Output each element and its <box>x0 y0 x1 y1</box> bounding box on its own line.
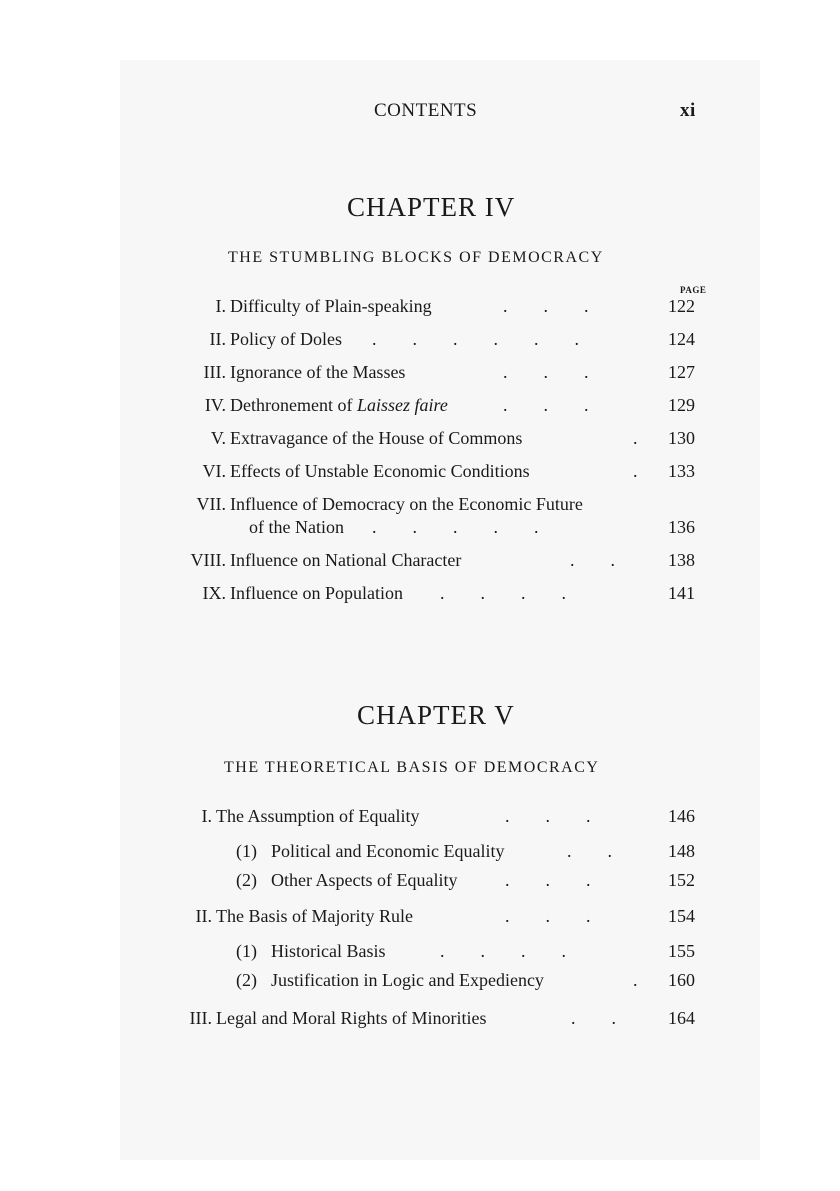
toc-entry <box>0 583 840 613</box>
entry-numeral: V. <box>210 428 226 448</box>
chapter-v-subtitle: THE THEORETICAL BASIS OF DEMOCRACY <box>224 759 600 776</box>
entry-leader-dots: . . . . <box>440 941 566 961</box>
entry-leader-dots: . . <box>570 550 615 570</box>
entry-page-number: 129 <box>668 395 695 415</box>
toc-subentry <box>0 870 840 900</box>
entry-leader-dots: . . . . <box>440 583 566 603</box>
toc-entry <box>0 550 840 580</box>
toc-entry <box>0 362 840 392</box>
entry-leader-dots: . <box>633 428 638 448</box>
entry-title: Historical Basis <box>271 941 386 961</box>
entry-leader-dots: . . <box>567 841 612 861</box>
entry-title-text: Dethronement of <box>230 395 357 415</box>
entry-title: The Basis of Majority Rule <box>216 906 413 926</box>
entry-page-number: 124 <box>668 329 695 349</box>
chapter-iv-title: CHAPTER IV <box>347 192 516 222</box>
entry-numeral: III. <box>189 1008 212 1028</box>
toc-entry <box>0 906 840 936</box>
toc-entry <box>0 296 840 326</box>
entry-leader-dots: . . . . . <box>372 517 539 537</box>
entry-leader-dots: . <box>633 970 638 990</box>
toc-entry <box>0 395 840 425</box>
toc-entry <box>0 1008 840 1038</box>
entry-numeral: VII. <box>196 494 226 514</box>
entry-leader-dots: . . . . . . <box>372 329 579 349</box>
entry-page-number: 122 <box>668 296 695 316</box>
entry-title: Political and Economic Equality <box>271 841 505 861</box>
entry-numeral: IX. <box>202 583 226 603</box>
entry-page-number: 152 <box>668 870 695 890</box>
entry-title: Difficulty of Plain-speaking <box>230 296 432 316</box>
entry-numeral: II. <box>195 906 212 926</box>
entry-page-number: 141 <box>668 583 695 603</box>
entry-title: Influence on National Character <box>230 550 462 570</box>
entry-leader-dots: . . . <box>503 362 589 382</box>
entry-title: Justification in Logic and Expediency <box>271 970 544 990</box>
entry-title: Influence on Population <box>230 583 403 603</box>
entry-page-number: 160 <box>668 970 695 990</box>
entry-title: The Assumption of Equality <box>216 806 420 826</box>
toc-entry <box>0 428 840 458</box>
entry-leader-dots: . <box>633 461 638 481</box>
entry-numeral: (1) <box>236 841 257 861</box>
entry-page-number: 155 <box>668 941 695 961</box>
entry-title: Extravagance of the House of Commons <box>230 428 523 448</box>
entry-title: Effects of Unstable Economic Conditions <box>230 461 530 481</box>
entry-numeral: I. <box>215 296 226 316</box>
toc-entry <box>0 461 840 491</box>
entry-title-continuation: of the Nation <box>249 517 344 537</box>
entry-leader-dots: . . <box>571 1008 616 1028</box>
entry-numeral: III. <box>203 362 226 382</box>
entry-page-number: 136 <box>668 517 695 537</box>
toc-entry-continuation <box>0 517 840 547</box>
entry-page-number: 138 <box>668 550 695 570</box>
entry-leader-dots: . . . <box>503 296 589 316</box>
entry-leader-dots: . . . <box>505 806 591 826</box>
entry-numeral: II. <box>209 329 226 349</box>
entry-title-italic: Laissez faire <box>356 395 448 415</box>
entry-page-number: 133 <box>668 461 695 481</box>
chapter-iv-subtitle: THE STUMBLING BLOCKS OF DEMOCRACY <box>228 249 604 266</box>
toc-subentry <box>0 970 840 1000</box>
running-head-title: CONTENTS <box>374 100 478 121</box>
entry-numeral: VIII. <box>190 550 226 570</box>
entry-numeral: IV. <box>204 395 226 415</box>
entry-page-number: 127 <box>668 362 695 382</box>
folio-number: xi <box>680 100 696 121</box>
entry-page-number: 146 <box>668 806 695 826</box>
page-column-label: PAGE <box>680 285 707 295</box>
toc-subentry <box>0 841 840 871</box>
entry-numeral: VI. <box>202 461 226 481</box>
entry-numeral: (1) <box>236 941 257 961</box>
entry-page-number: 130 <box>668 428 695 448</box>
entry-title: Legal and Moral Rights of Minorities <box>216 1008 487 1028</box>
toc-entry <box>0 806 840 836</box>
entry-numeral: (2) <box>236 870 257 890</box>
toc-subentry <box>0 941 840 971</box>
chapter-v-title: CHAPTER V <box>357 700 515 730</box>
toc-entry <box>0 329 840 359</box>
entry-page-number: 148 <box>668 841 695 861</box>
entry-leader-dots: . . . <box>505 870 591 890</box>
entry-title: Other Aspects of Equality <box>271 870 458 890</box>
entry-title: Influence of Democracy on the Economic Future <box>230 494 583 514</box>
entry-title <box>230 395 448 416</box>
entry-leader-dots: . . . <box>503 395 589 415</box>
entry-numeral: (2) <box>236 970 257 990</box>
entry-title: Ignorance of the Masses <box>230 362 406 382</box>
entry-page-number: 154 <box>668 906 695 926</box>
entry-title: Policy of Doles <box>230 329 342 349</box>
entry-page-number: 164 <box>668 1008 695 1028</box>
entry-leader-dots: . . . <box>505 906 591 926</box>
entry-numeral: I. <box>201 806 212 826</box>
